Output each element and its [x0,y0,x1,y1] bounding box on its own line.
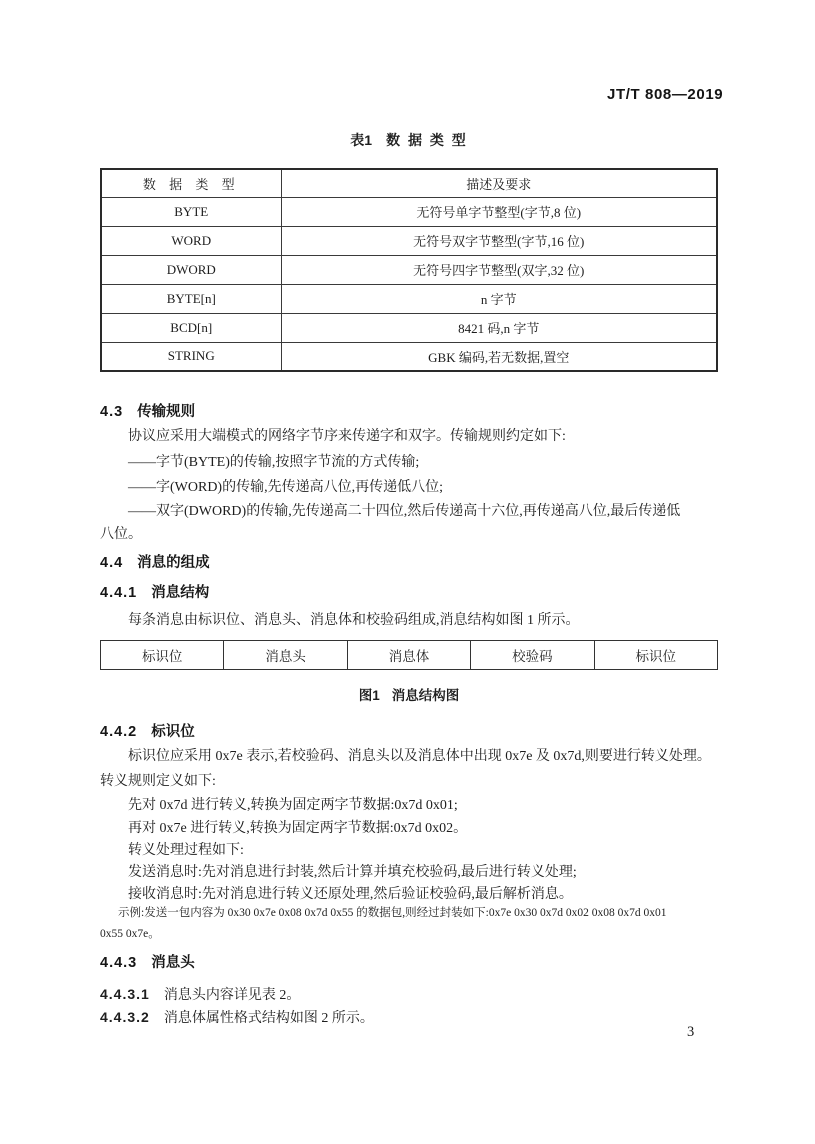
table1-caption-title: 数 据 类 型 [386,132,468,148]
table-row [101,313,717,342]
clause-number: 4.4.3.1 [100,986,150,1002]
cell-desc: n 字节 [281,284,717,313]
header-cell-desc: 描述及要求 [281,169,717,197]
cell-type: BCD[n] [101,313,281,342]
cell-desc: 无符号四字节整型(双字,32 位) [281,255,717,284]
page-number: 3 [687,1024,695,1040]
section-4-4-heading [100,551,210,572]
figure-cell: 标识位 [101,641,224,670]
clause-text: 消息体属性格式结构如图 2 所示。 [163,1011,374,1026]
section-title: 传输规则 [137,404,196,420]
clause-text: 消息头内容详见表 2。 [163,988,301,1003]
section-4-4-3-heading [100,951,195,972]
cell-type: STRING [101,342,281,371]
paragraph: 每条消息由标识位、消息头、消息体和校验码组成,消息结构如图 1 所示。 [128,613,580,628]
cell-desc: 无符号单字节整型(字节,8 位) [281,197,717,226]
clause-4-4-3-1 [100,984,718,1004]
list-item: ——双字(DWORD)的传输,先传递高二十四位,然后传递高十六位,再传递高八位,最后传递低 [128,504,681,519]
figure-row [101,641,718,670]
data-type-table [100,168,718,372]
section-4-4-1-heading [100,581,209,602]
paragraph: 接收消息时:先对消息进行转义还原处理,然后验证校验码,最后解析消息。 [128,887,573,902]
cell-desc: 8421 码,n 字节 [281,313,717,342]
cell-desc: 无符号双字节整型(字节,16 位) [281,226,717,255]
clause-number: 4.4.3.2 [100,1009,150,1025]
clause-4-4-3-2 [100,1007,718,1027]
cell-type: WORD [101,226,281,255]
figure-cell: 校验码 [471,641,594,670]
table-header-row [101,169,717,197]
cell-type: DWORD [101,255,281,284]
paragraph-continuation: 转义规则定义如下: [100,774,216,789]
section-title: 消息头 [151,955,195,971]
table-row [101,197,717,226]
cell-type: BYTE [101,197,281,226]
cell-desc: GBK 编码,若无数据,置空 [281,342,717,371]
section-number: 4.3 [100,404,124,420]
figure1-caption-title: 消息结构图 [391,688,460,703]
list-item: ——字(WORD)的传输,先传递高八位,再传递低八位; [128,480,443,495]
section-title: 消息的组成 [137,555,210,571]
header-cell-type: 数 据 类 型 [101,169,281,197]
section-4-4-2-heading [100,720,195,741]
list-item: ——字节(BYTE)的传输,按照字节流的方式传输; [128,455,420,470]
section-4-3-heading [100,400,195,421]
paragraph: 转义处理过程如下: [128,843,244,858]
figure1-caption [100,684,718,704]
figure-cell: 标识位 [594,641,717,670]
section-number: 4.4.2 [100,724,138,740]
example-text: 示例:发送一包内容为 0x30 0x7e 0x08 0x7d 0x55 的数据包,则经过封装如下:0x7e 0x30 0x7d 0x02 0x08 0x7d 0x01 [118,907,667,919]
table-row [101,342,717,371]
table-row [101,226,717,255]
section-title: 标识位 [151,724,195,740]
figure1-caption-label: 图1 [358,688,380,703]
paragraph: 发送消息时:先对消息进行封装,然后计算并填充校验码,最后进行转义处理; [128,865,577,880]
cell-type: BYTE[n] [101,284,281,313]
table-row [101,284,717,313]
figure-cell: 消息头 [224,641,347,670]
table-row [101,255,717,284]
paragraph: 协议应采用大端模式的网络字节序来传递字和双字。传输规则约定如下: [128,429,566,444]
section-number: 4.4.1 [100,585,138,601]
section-number: 4.4 [100,555,124,571]
paragraph: 标识位应采用 0x7e 表示,若校验码、消息头以及消息体中出现 0x7e 及 0x7d,则要进行转义处理。 [128,749,711,764]
table1-caption-label: 表1 [350,132,373,148]
standard-number: JT/T 808—2019 [607,86,724,103]
paragraph: 再对 0x7e 进行转义,转换为固定两字节数据:0x7d 0x02。 [128,821,468,836]
list-item-continuation: 八位。 [100,527,142,542]
example-text-continuation: 0x55 0x7e。 [100,928,160,940]
figure-cell: 消息体 [347,641,470,670]
section-title: 消息结构 [151,585,210,601]
paragraph: 先对 0x7d 进行转义,转换为固定两字节数据:0x7d 0x01; [128,798,458,813]
table1-caption [100,130,718,150]
message-structure-figure [100,640,718,670]
section-number: 4.4.3 [100,955,138,971]
